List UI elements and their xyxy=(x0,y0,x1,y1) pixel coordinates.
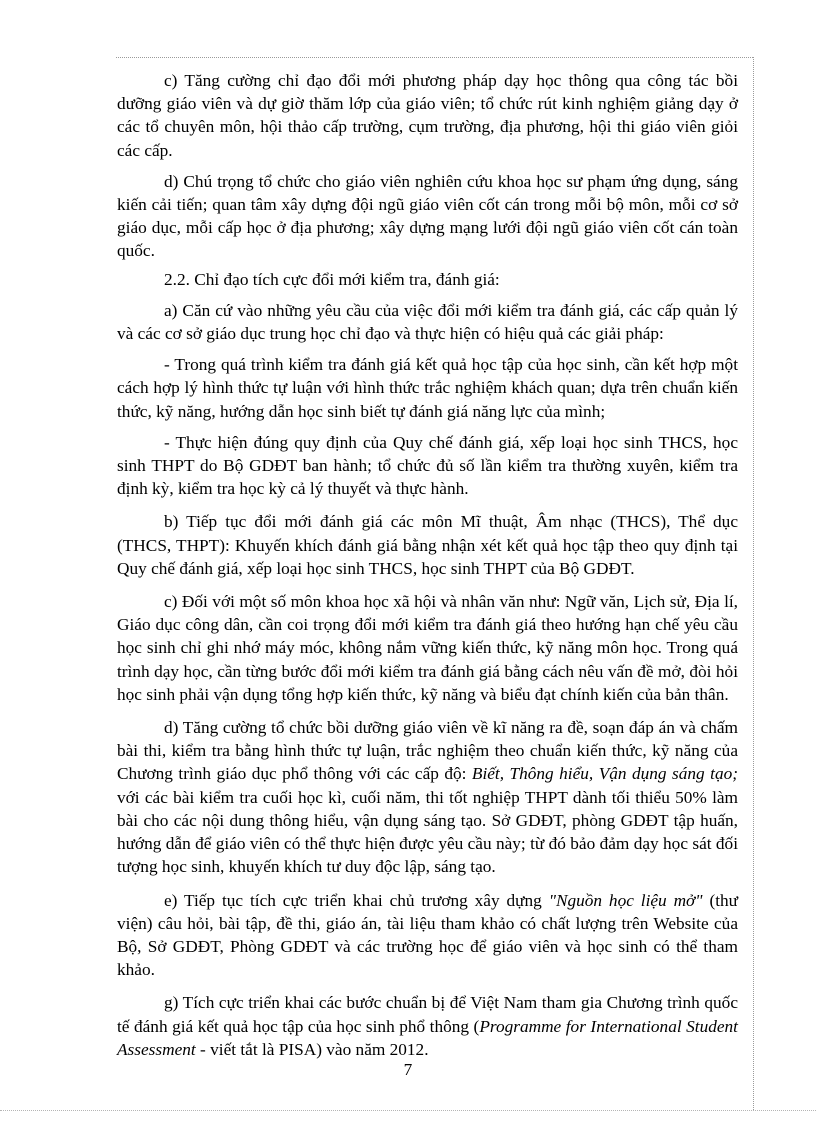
page-border-right xyxy=(753,57,754,1110)
paragraph-d-research: d) Chú trọng tổ chức cho giáo viên nghiên cứu khoa học sư phạm ứng dụng, sáng kiến cải tiến; quan tâm xây dựng đội ngũ giáo viên cốt cán trong mỗi bộ môn, mỗi cơ sở giáo dục, mỗi cấp học ở địa phương; xây dựng mạng lưới đội ngũ giáo viên cốt cán toàn quốc. xyxy=(117,171,738,261)
section-heading-2-2: 2.2. Chỉ đạo tích cực đổi mới kiểm tra, đánh giá: xyxy=(164,269,500,289)
paragraph-b-arts-pe: b) Tiếp tục đổi mới đánh giá các môn Mĩ thuật, Âm nhạc (THCS), Thể dục (THCS, THPT): Khuyến khích đánh giá bằng nhận xét kết quả học tập theo quy định tại Quy chế đánh giá, xếp loại học sinh THCS, học sinh THPT của Bộ GDĐT. xyxy=(117,512,738,578)
bullet-combine-methods: - Trong quá trình kiểm tra đánh giá kết quả học tập của học sinh, cần kết hợp một cách hợp lý hình thức tự luận với hình thức trắc nghiệm khách quan; dựa trên chuẩn kiến thức, kỹ năng, hướng dẫn học sinh biết tự đánh giá năng lực của mình; xyxy=(117,355,738,421)
paragraph-a-assessment: a) Căn cứ vào những yêu cầu của việc đổi mới kiểm tra đánh giá, các cấp quản lý và các cơ sở giáo dục trung học chỉ đạo và thực hiện có hiệu quả các giải pháp: xyxy=(117,300,738,344)
page-body xyxy=(117,69,738,1061)
pisa-name-italic: Programme for International Student Assessment xyxy=(117,1016,738,1059)
open-resources-italic: "Nguồn học liệu mở" xyxy=(548,890,703,910)
paragraph-g-pisa: g) Tích cực triển khai các bước chuẩn bị để Việt Nam tham gia Chương trình quốc tế đánh giá kết quả học tập của học sinh phổ thông (Programme for International Student Assessment - viết tắt là PISA) vào năm 2012. xyxy=(117,993,738,1059)
paragraph-e-open-resources: e) Tiếp tục tích cực triển khai chủ trương xây dựng "Nguồn học liệu mở" (thư viện) câu hỏi, bài tập, đề thi, giáo án, tài liệu tham khảo có chất lượng trên Website của Bộ, Sở GDĐT, Phòng GDĐT và các trường học để giáo viên và học sinh có thể tham khảo. xyxy=(117,890,739,980)
page-border-bottom xyxy=(0,1110,816,1111)
paragraph-d-test-design: d) Tăng cường tổ chức bồi dưỡng giáo viên về kĩ năng ra đề, soạn đáp án và chấm bài thi, kiểm tra bằng hình thức tự luận, trắc nghiệm theo chuẩn kiến thức, kỹ năng của Chương trình giáo dục phổ thông với các cấp độ: Biết, Thông hiểu, Vận dụng sáng tạo; với các bài kiểm tra cuối học kì, cuối năm, thi tốt nghiệp THPT dành tối thiểu 50% làm bài cho các nội dung thông hiểu, vận dụng sáng tạo. Sở GDĐT, phòng GDĐT tập huấn, hướng dẫn để giáo viên có thể thực hiện được yêu cầu này; từ đó bảo đảm dạy học sát đối tượng học sinh, khuyến khích tư duy độc lập, sáng tạo. xyxy=(117,718,738,877)
page-number: 7 xyxy=(403,1060,413,1079)
paragraph-c-social-sciences: c) Đối với một số môn khoa học xã hội và nhân văn như: Ngữ văn, Lịch sử, Địa lí, Giáo dục công dân, cần coi trọng đổi mới kiểm tra đánh giá theo hướng hạn chế yêu cầu học sinh chỉ ghi nhớ máy móc, không nắm vững kiến thức, kỹ năng môn học. Trong quá trình dạy học, cần từng bước đổi mới kiểm tra đánh giá bằng cách nêu vấn đề mở, đòi hỏi học sinh phải vận dụng tổng hợp kiến thức, kỹ năng và biểu đạt chính kiến của bản thân. xyxy=(117,592,738,704)
bullet-regulations: - Thực hiện đúng quy định của Quy chế đánh giá, xếp loại học sinh THCS, học sinh THPT do Bộ GDĐT ban hành; tổ chức đủ số lần kiểm tra thường xuyên, kiểm tra định kỳ, kiểm tra học kỳ cả lý thuyết và thực hành. xyxy=(117,432,738,499)
page-border-top xyxy=(116,57,753,58)
cognitive-levels-italic: Biết, Thông hiểu, Vận dụng sáng tạo; xyxy=(471,764,738,784)
paragraph-c-teaching-methods: c) Tăng cường chỉ đạo đổi mới phương pháp dạy học thông qua công tác bồi dưỡng giáo viên và dự giờ thăm lớp của giáo viên; tổ chức rút kinh nghiệm giảng dạy ở các tổ chuyên môn, hội thảo cấp trường, cụm trường, địa phương, hội thi giáo viên giỏi các cấp. xyxy=(117,71,738,160)
